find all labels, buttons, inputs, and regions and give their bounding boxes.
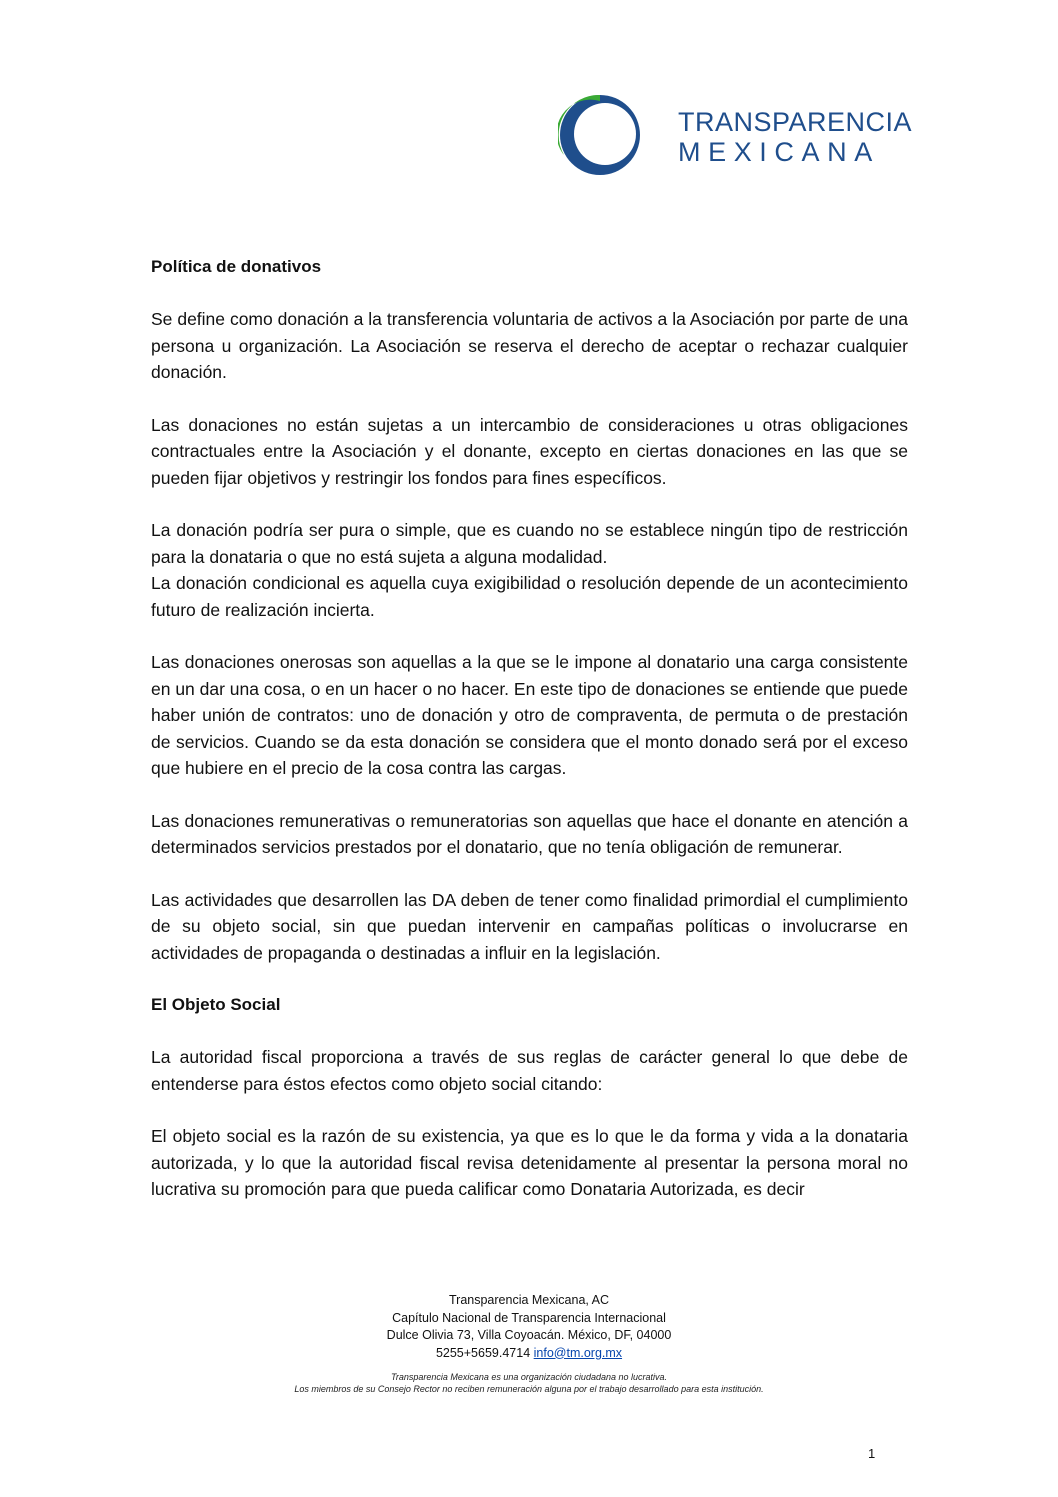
footer-phone: 5255+5659.4714 <box>435 1345 531 1360</box>
page-number: 1 <box>868 1446 876 1461</box>
section-heading-objeto-social: El Objeto Social <box>151 995 281 1014</box>
paragraph-definicion: Se define como donación a la transferencia voluntaria de activos a la Asociación por parte de una persona u organización. La Asociación se reserva el derecho de aceptar o rechazar cualquier donación. <box>151 309 908 382</box>
document-body <box>151 254 908 1229</box>
page-footnote <box>0 1371 1058 1395</box>
paragraph-obligaciones: Las donaciones no están sujetas a un intercambio de consideraciones u otras obligaciones contractuales entre la Asociación y el donante, excepto en ciertas donaciones en las que se pueden fijar objetivos y restringir los fondos para fines específicos. <box>151 414 908 488</box>
paragraph-condicional: La donación condicional es aquella cuya exigibilidad o resolución depende de un acontecimiento futuro de realización incierta. <box>151 573 908 620</box>
section-heading-politica: Política de donativos <box>151 257 322 276</box>
footer-organization: Transparencia Mexicana, AC <box>448 1293 610 1307</box>
paragraph-autoridad-fiscal: La autoridad fiscal proporciona a través de sus reglas de carácter general lo que debe de entenderse para éstos efectos como objeto social citando: <box>151 1047 908 1094</box>
page-footer <box>0 1292 1058 1362</box>
logo-text-mexicana: MEXICANA <box>678 137 880 167</box>
footnote-line-2: Los miembros de su Consejo Rector no reciben remuneración alguna por el trabajo desarrollado para esta institución. <box>294 1384 764 1394</box>
paragraph-pura-simple: La donación podría ser pura o simple, que es cuando no se establece ningún tipo de restricción para la donataria o que no está sujeta a alguna modalidad. <box>151 520 908 567</box>
logo-text-transparencia: TRANSPARENCIA <box>678 107 913 137</box>
footer-address: Dulce Olivia 73, Villa Coyoacán. México, DF, 04000 <box>386 1328 672 1342</box>
logo-ring-icon <box>558 93 662 177</box>
paragraph-onerosas: Las donaciones onerosas son aquellas a la que se le impone al donatario una carga consistente en un dar una cosa, o en un hacer o no hacer. En este tipo de donaciones se entiende que puede haber unión de contratos: uno de donación y otro de compraventa, de permuta o de prestación de servicios. Cuando se da esta donación se considera que el monto donado será por el exceso que hubiere en el precio de la cosa contra las cargas. <box>151 652 908 778</box>
paragraph-actividades: Las actividades que desarrollen las DA deben de tener como finalidad primordial el cumplimiento de su objeto social, sin que puedan intervenir en campañas políticas o involucrarse en actividades de propaganda o destinadas a influir en la legislación. <box>151 889 908 963</box>
paragraph-remuneratorias: Las donaciones remunerativas o remuneratorias son aquellas que hace el donante en atención a determinados servicios prestados por el donatario, que no tenía obligación de remunerar. <box>151 810 908 857</box>
footer-contact <box>0 1345 1058 1363</box>
footer-email-link[interactable]: info@tm.org.mx <box>533 1345 623 1360</box>
footer-chapter: Capítulo Nacional de Transparencia Internacional <box>392 1310 666 1325</box>
footnote-line-1: Transparencia Mexicana es una organización ciudadana no lucrativa. <box>391 1372 667 1382</box>
paragraph-objeto-social: El objeto social es la razón de su existencia, ya que es lo que le da forma y vida a la donataria autorizada, y lo que la autoridad fiscal revisa detenidamente al presentar la persona moral no lucrativa su promoción para que pueda calificar como Donataria Autorizada, es decir <box>151 1126 908 1199</box>
transparencia-mexicana-logo <box>558 93 913 175</box>
